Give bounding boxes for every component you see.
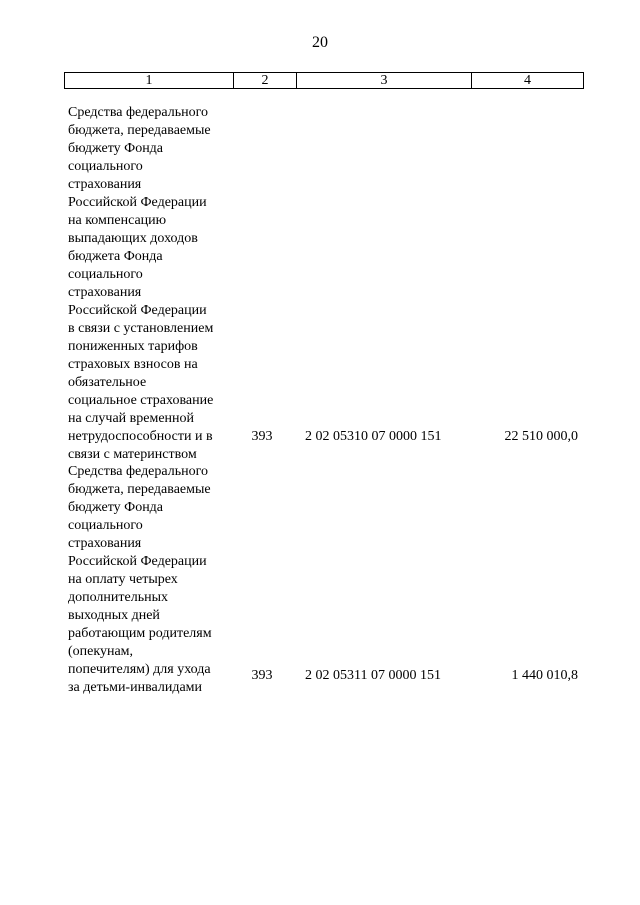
header-col-3: 3 (297, 73, 472, 88)
row-admin-code: 393 (251, 429, 273, 444)
page-number: 20 (312, 34, 328, 51)
row-description: Средства федерального бюджета, передаваемые бюджету Фонда социального страхования Российской Федерации на оплату четырех дополнительных выходных дней работающим родителям (опекунам, попечителям) для ухода за детьми-инвалидами (68, 464, 212, 695)
header-col-2: 2 (234, 73, 297, 88)
row-budget-code: 2 02 05310 07 0000 151 (305, 429, 442, 444)
header-col-1: 1 (65, 73, 234, 88)
row-amount: 1 440 010,8 (511, 668, 578, 683)
header-col-4: 4 (524, 73, 531, 88)
row-admin-code: 393 (251, 668, 273, 683)
row-budget-code: 2 02 05311 07 0000 151 (305, 668, 441, 683)
row-description: Средства федерального бюджета, передаваемые бюджету Фонда социального страхования Российской Федерации на компенсацию выпадающих доходов бюджета Фонда социального страхования Российской Федерации в связи с установлением пониженных тарифов страховых взносов на обязательное социальное страхование на случай временной нетрудоспособности и в связи с материнством (68, 105, 214, 462)
table-header (64, 72, 584, 89)
row-amount: 22 510 000,0 (504, 429, 578, 444)
